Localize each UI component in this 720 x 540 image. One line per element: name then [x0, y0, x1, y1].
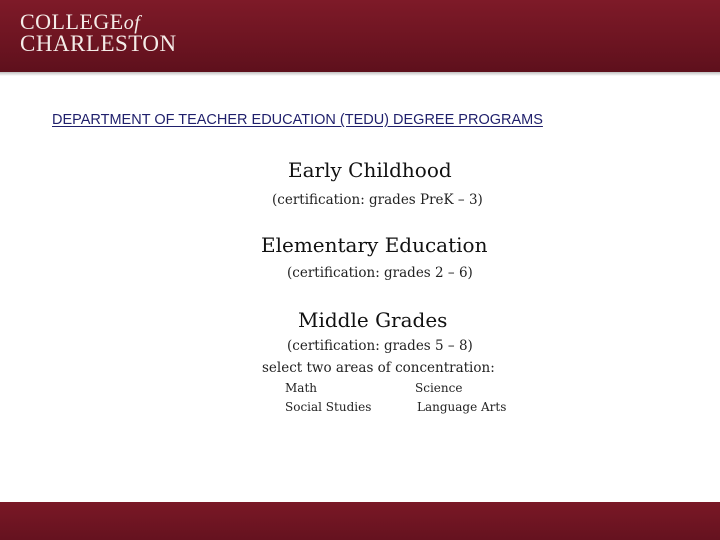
- logo-of: of: [123, 12, 141, 34]
- concentration-social-studies: Social Studies: [285, 400, 372, 414]
- cert-elementary-education: (certification: grades 2 – 6): [287, 265, 473, 281]
- concentration-science: Science: [415, 381, 463, 395]
- cert-middle-grades: (certification: grades 5 – 8): [287, 338, 473, 354]
- program-middle-grades: Middle Grades: [298, 308, 448, 332]
- college-logo: [20, 9, 177, 56]
- header-shadow: [0, 72, 720, 76]
- department-title: DEPARTMENT OF TEACHER EDUCATION (TEDU) DEGREE PROGRAMS: [52, 112, 543, 128]
- cert-early-childhood: (certification: grades PreK – 3): [272, 192, 483, 208]
- program-elementary-education: Elementary Education: [261, 233, 488, 257]
- concentration-note: select two areas of concentration:: [262, 360, 495, 376]
- concentration-math: Math: [285, 381, 317, 395]
- logo-line2: CHARLESTON: [20, 31, 177, 56]
- logo-line1: COLLEGE: [20, 9, 124, 34]
- concentration-language-arts: Language Arts: [417, 400, 507, 414]
- footer-bar: [0, 502, 720, 540]
- program-early-childhood: Early Childhood: [288, 158, 452, 182]
